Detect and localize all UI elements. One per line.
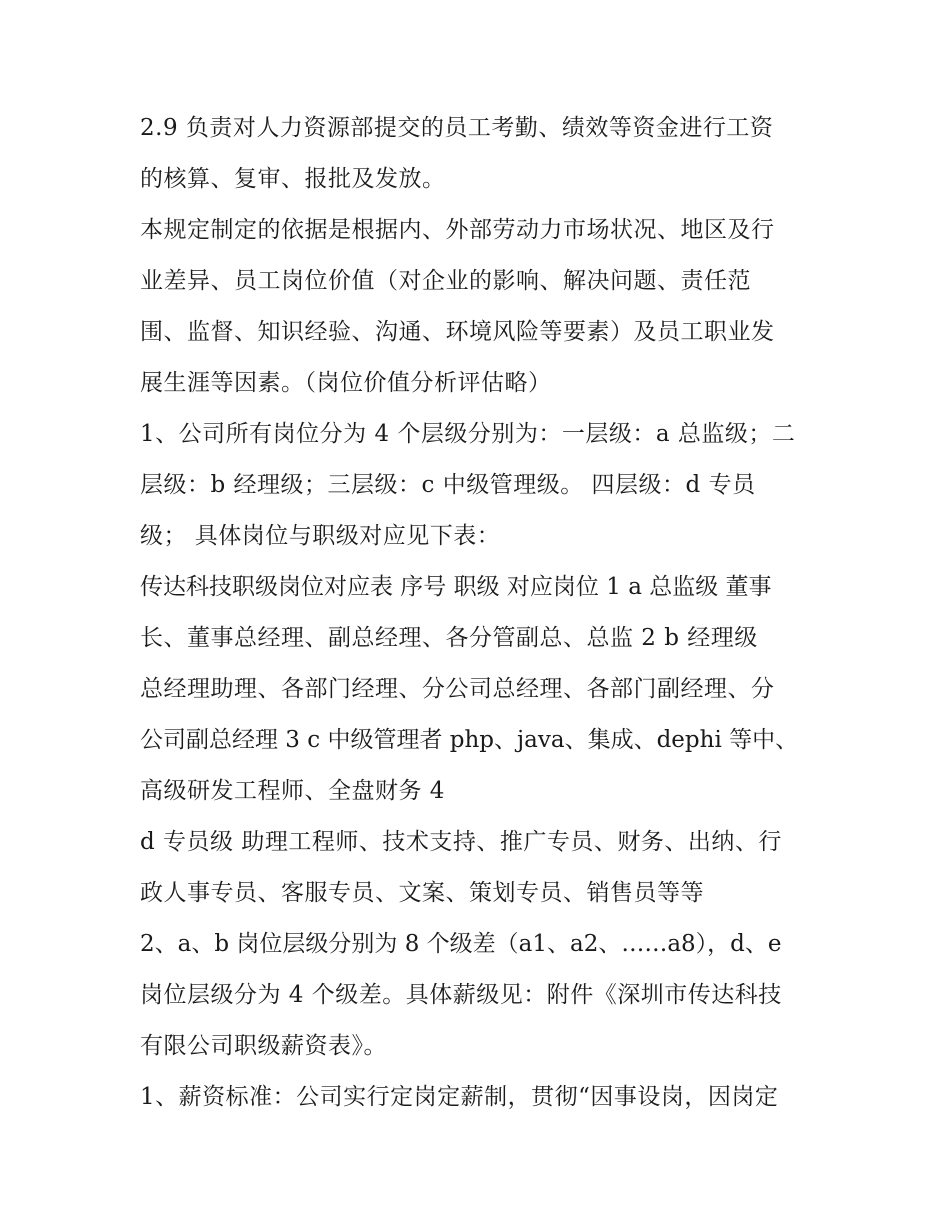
text-line: d 专员级 助理工程师、技术支持、推广专员、财务、出纳、行 [140,829,782,855]
text-line: 业差异、员工岗位价值（对企业的影响、解决问题、责任范 [140,268,751,294]
text-line: 公司副总经理 3 c 中级管理者 php、java、集成、dephi 等中、 [140,727,799,753]
text-line: 层级：b 经理级；三层级：c 中级管理级。 四层级：d 专员 [140,472,756,498]
text-line: 围、监督、知识经验、沟通、环境风险等要素）及员工职业发 [140,319,775,345]
text-line: 1、薪资标准：公司实行定岗定薪制，贯彻“因事设岗，因岗定 [140,1084,779,1110]
text-line: 长、董事总经理、副总经理、各分管副总、总监 2 b 经理级 [140,625,758,651]
text-line: 2、a、b 岗位层级分别为 8 个级差（a1、a2、……a8），d、e [140,931,782,957]
text-line: 岗位层级分为 4 个级差。具体薪级见：附件《深圳市传达科技 [140,982,782,1008]
text-line: 政人事专员、客服专员、文案、策划专员、销售员等等 [140,880,704,906]
text-line: 高级研发工程师、全盘财务 4 [140,778,445,804]
text-line: 的核算、复审、报批及发放。 [140,166,446,192]
text-line: 1、公司所有岗位分为 4 个层级分别为：一层级：a 总监级；二 [140,421,796,447]
text-line: 本规定制定的依据是根据内、外部劳动力市场状况、地区及行 [140,217,775,243]
text-line: 传达科技职级岗位对应表 序号 职级 对应岗位 1 a 总监级 董事 [140,574,772,600]
text-line: 总经理助理、各部门经理、分公司总经理、各部门副经理、分 [140,676,775,702]
text-line: 级； 具体岗位与职级对应见下表： [140,523,501,549]
text-line: 2.9 负责对人力资源部提交的员工考勤、绩效等资金进行工资 [140,115,774,141]
text-line: 有限公司职级薪资表》。 [140,1033,387,1059]
document-body [140,103,820,1123]
text-line: 展生涯等因素。（岗位价值分析评估略） [140,370,552,396]
